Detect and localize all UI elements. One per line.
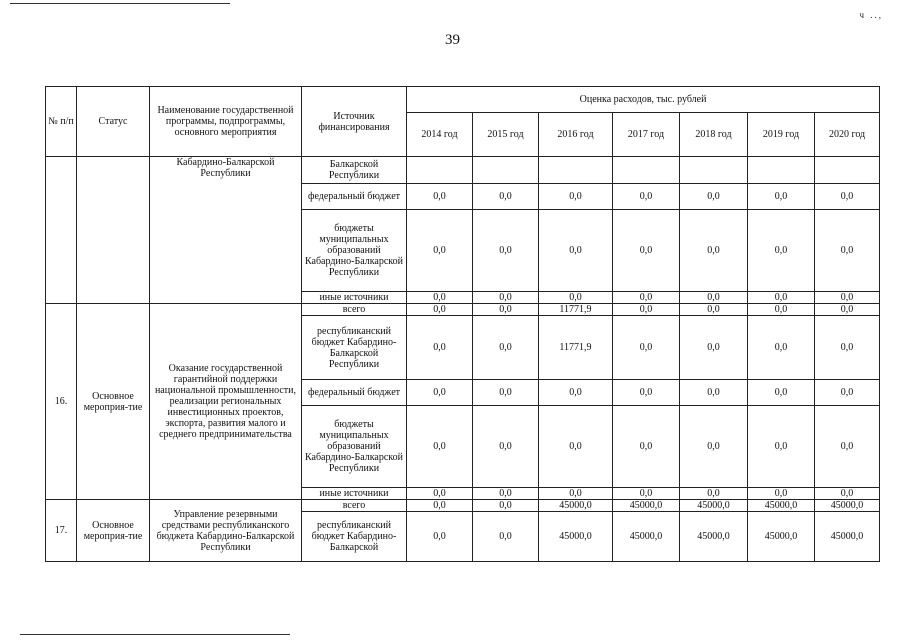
cell-value [407,157,473,184]
cell-value: 0,0 [613,304,680,316]
cell-value: 0,0 [815,488,880,500]
cell-source: федеральный бюджет [302,184,407,210]
cell-source: бюджеты муниципальных образований Кабардино-Балкарской Республики [302,406,407,488]
header-year: 2018 год [680,113,748,157]
cell-value: 0,0 [613,488,680,500]
cell-value: 0,0 [407,316,473,380]
cell-source: всего [302,304,407,316]
cell-value: 0,0 [539,184,613,210]
bottom-rule [20,634,290,635]
cell-value: 0,0 [748,488,815,500]
header-year: 2015 год [473,113,539,157]
cell-value: 0,0 [815,406,880,488]
cell-value: 0,0 [748,304,815,316]
cell-value: 0,0 [815,304,880,316]
cell-value: 0,0 [473,380,539,406]
cell-value: 0,0 [680,488,748,500]
cell-value: 0,0 [539,488,613,500]
cell-value: 0,0 [748,184,815,210]
cell-value: 0,0 [539,210,613,292]
cell-source: республиканский бюджет Кабардино-Балкарской Республики [302,316,407,380]
cell-value: 0,0 [748,292,815,304]
cell-source: всего [302,500,407,512]
cell-value: 0,0 [407,210,473,292]
cell-value: 0,0 [473,488,539,500]
cell-value: 0,0 [815,292,880,304]
cell-value: 11771,9 [539,304,613,316]
cell-value: 0,0 [748,406,815,488]
cell-name: Оказание государственной гарантийной поддержки национальной промышленности, реализации региональных инвестиционных проектов, экспорта, развития малого и среднего предпринимательства [150,304,302,500]
cell-value: 0,0 [407,406,473,488]
cell-value [748,157,815,184]
header-year: 2019 год [748,113,815,157]
cell-num: 16. [46,304,77,500]
cell-value: 45000,0 [613,500,680,512]
header-year: 2016 год [539,113,613,157]
table-row [46,157,880,184]
cell-status: Основное мероприя-тие [77,304,150,500]
cell-source: республиканский бюджет Кабардино-Балкарской [302,512,407,562]
cell-value: 0,0 [680,292,748,304]
cell-value: 0,0 [613,292,680,304]
cell-value: 45000,0 [539,500,613,512]
cell-value: 0,0 [407,184,473,210]
cell-source: федеральный бюджет [302,380,407,406]
cell-value: 0,0 [680,406,748,488]
cell-value: 45000,0 [748,512,815,562]
cell-value: 0,0 [473,292,539,304]
cell-value: 45000,0 [680,512,748,562]
cell-status [77,157,150,304]
cell-value: 0,0 [473,406,539,488]
cell-value: 0,0 [680,304,748,316]
cell-value: 0,0 [407,380,473,406]
header-source: Источник финансирования [302,87,407,157]
cell-value: 0,0 [539,380,613,406]
cell-source: Балкарской Республики [302,157,407,184]
cell-value: 45000,0 [748,500,815,512]
cell-value: 11771,9 [539,316,613,380]
cell-value: 0,0 [407,304,473,316]
cell-value [539,157,613,184]
cell-value: 0,0 [473,500,539,512]
cell-value: 0,0 [407,512,473,562]
cell-status: Основное мероприя-тие [77,500,150,562]
page-number: 39 [445,32,460,48]
cell-name: Кабардино-Балкарской Республики [150,157,302,304]
cell-value: 0,0 [748,380,815,406]
cell-value: 0,0 [473,304,539,316]
cell-value: 0,0 [680,316,748,380]
cell-value: 0,0 [613,380,680,406]
cell-value: 0,0 [473,316,539,380]
cell-value: 0,0 [473,184,539,210]
table-row [46,304,880,316]
cell-name: Управление резервными средствами республиканского бюджета Кабардино-Балкарской Республики [150,500,302,562]
corner-mark: ч .., [859,10,883,20]
cell-value: 45000,0 [815,512,880,562]
cell-value: 45000,0 [613,512,680,562]
header-name: Наименование государственной программы, подпрограммы, основного мероприятия [150,87,302,157]
cell-value: 0,0 [613,406,680,488]
budget-table [45,86,880,562]
header-num: № п/п [46,87,77,157]
cell-value [815,157,880,184]
cell-value: 45000,0 [815,500,880,512]
cell-source: бюджеты муниципальных образований Кабардино-Балкарской Республики [302,210,407,292]
table-row [46,500,880,512]
cell-value: 45000,0 [680,500,748,512]
cell-value: 0,0 [748,210,815,292]
header-estimate: Оценка расходов, тыс. рублей [407,87,880,113]
cell-value: 0,0 [815,316,880,380]
header-year: 2017 год [613,113,680,157]
cell-value: 0,0 [407,292,473,304]
cell-value: 0,0 [680,380,748,406]
header-year: 2020 год [815,113,880,157]
cell-value: 0,0 [613,316,680,380]
cell-value: 0,0 [748,316,815,380]
cell-value: 0,0 [473,512,539,562]
cell-value: 0,0 [539,406,613,488]
cell-value: 0,0 [407,500,473,512]
header-status: Статус [77,87,150,157]
cell-value [613,157,680,184]
cell-value: 0,0 [680,210,748,292]
top-rule [10,3,230,4]
cell-value: 0,0 [815,210,880,292]
header-year: 2014 год [407,113,473,157]
cell-value: 45000,0 [539,512,613,562]
cell-value [473,157,539,184]
cell-value: 0,0 [407,488,473,500]
cell-value [680,157,748,184]
cell-value: 0,0 [815,380,880,406]
cell-value: 0,0 [815,184,880,210]
cell-source: иные источники [302,292,407,304]
cell-value: 0,0 [613,184,680,210]
cell-value: 0,0 [680,184,748,210]
cell-value: 0,0 [613,210,680,292]
cell-source: иные источники [302,488,407,500]
cell-num: 17. [46,500,77,562]
cell-value: 0,0 [539,292,613,304]
cell-value: 0,0 [473,210,539,292]
cell-num [46,157,77,304]
